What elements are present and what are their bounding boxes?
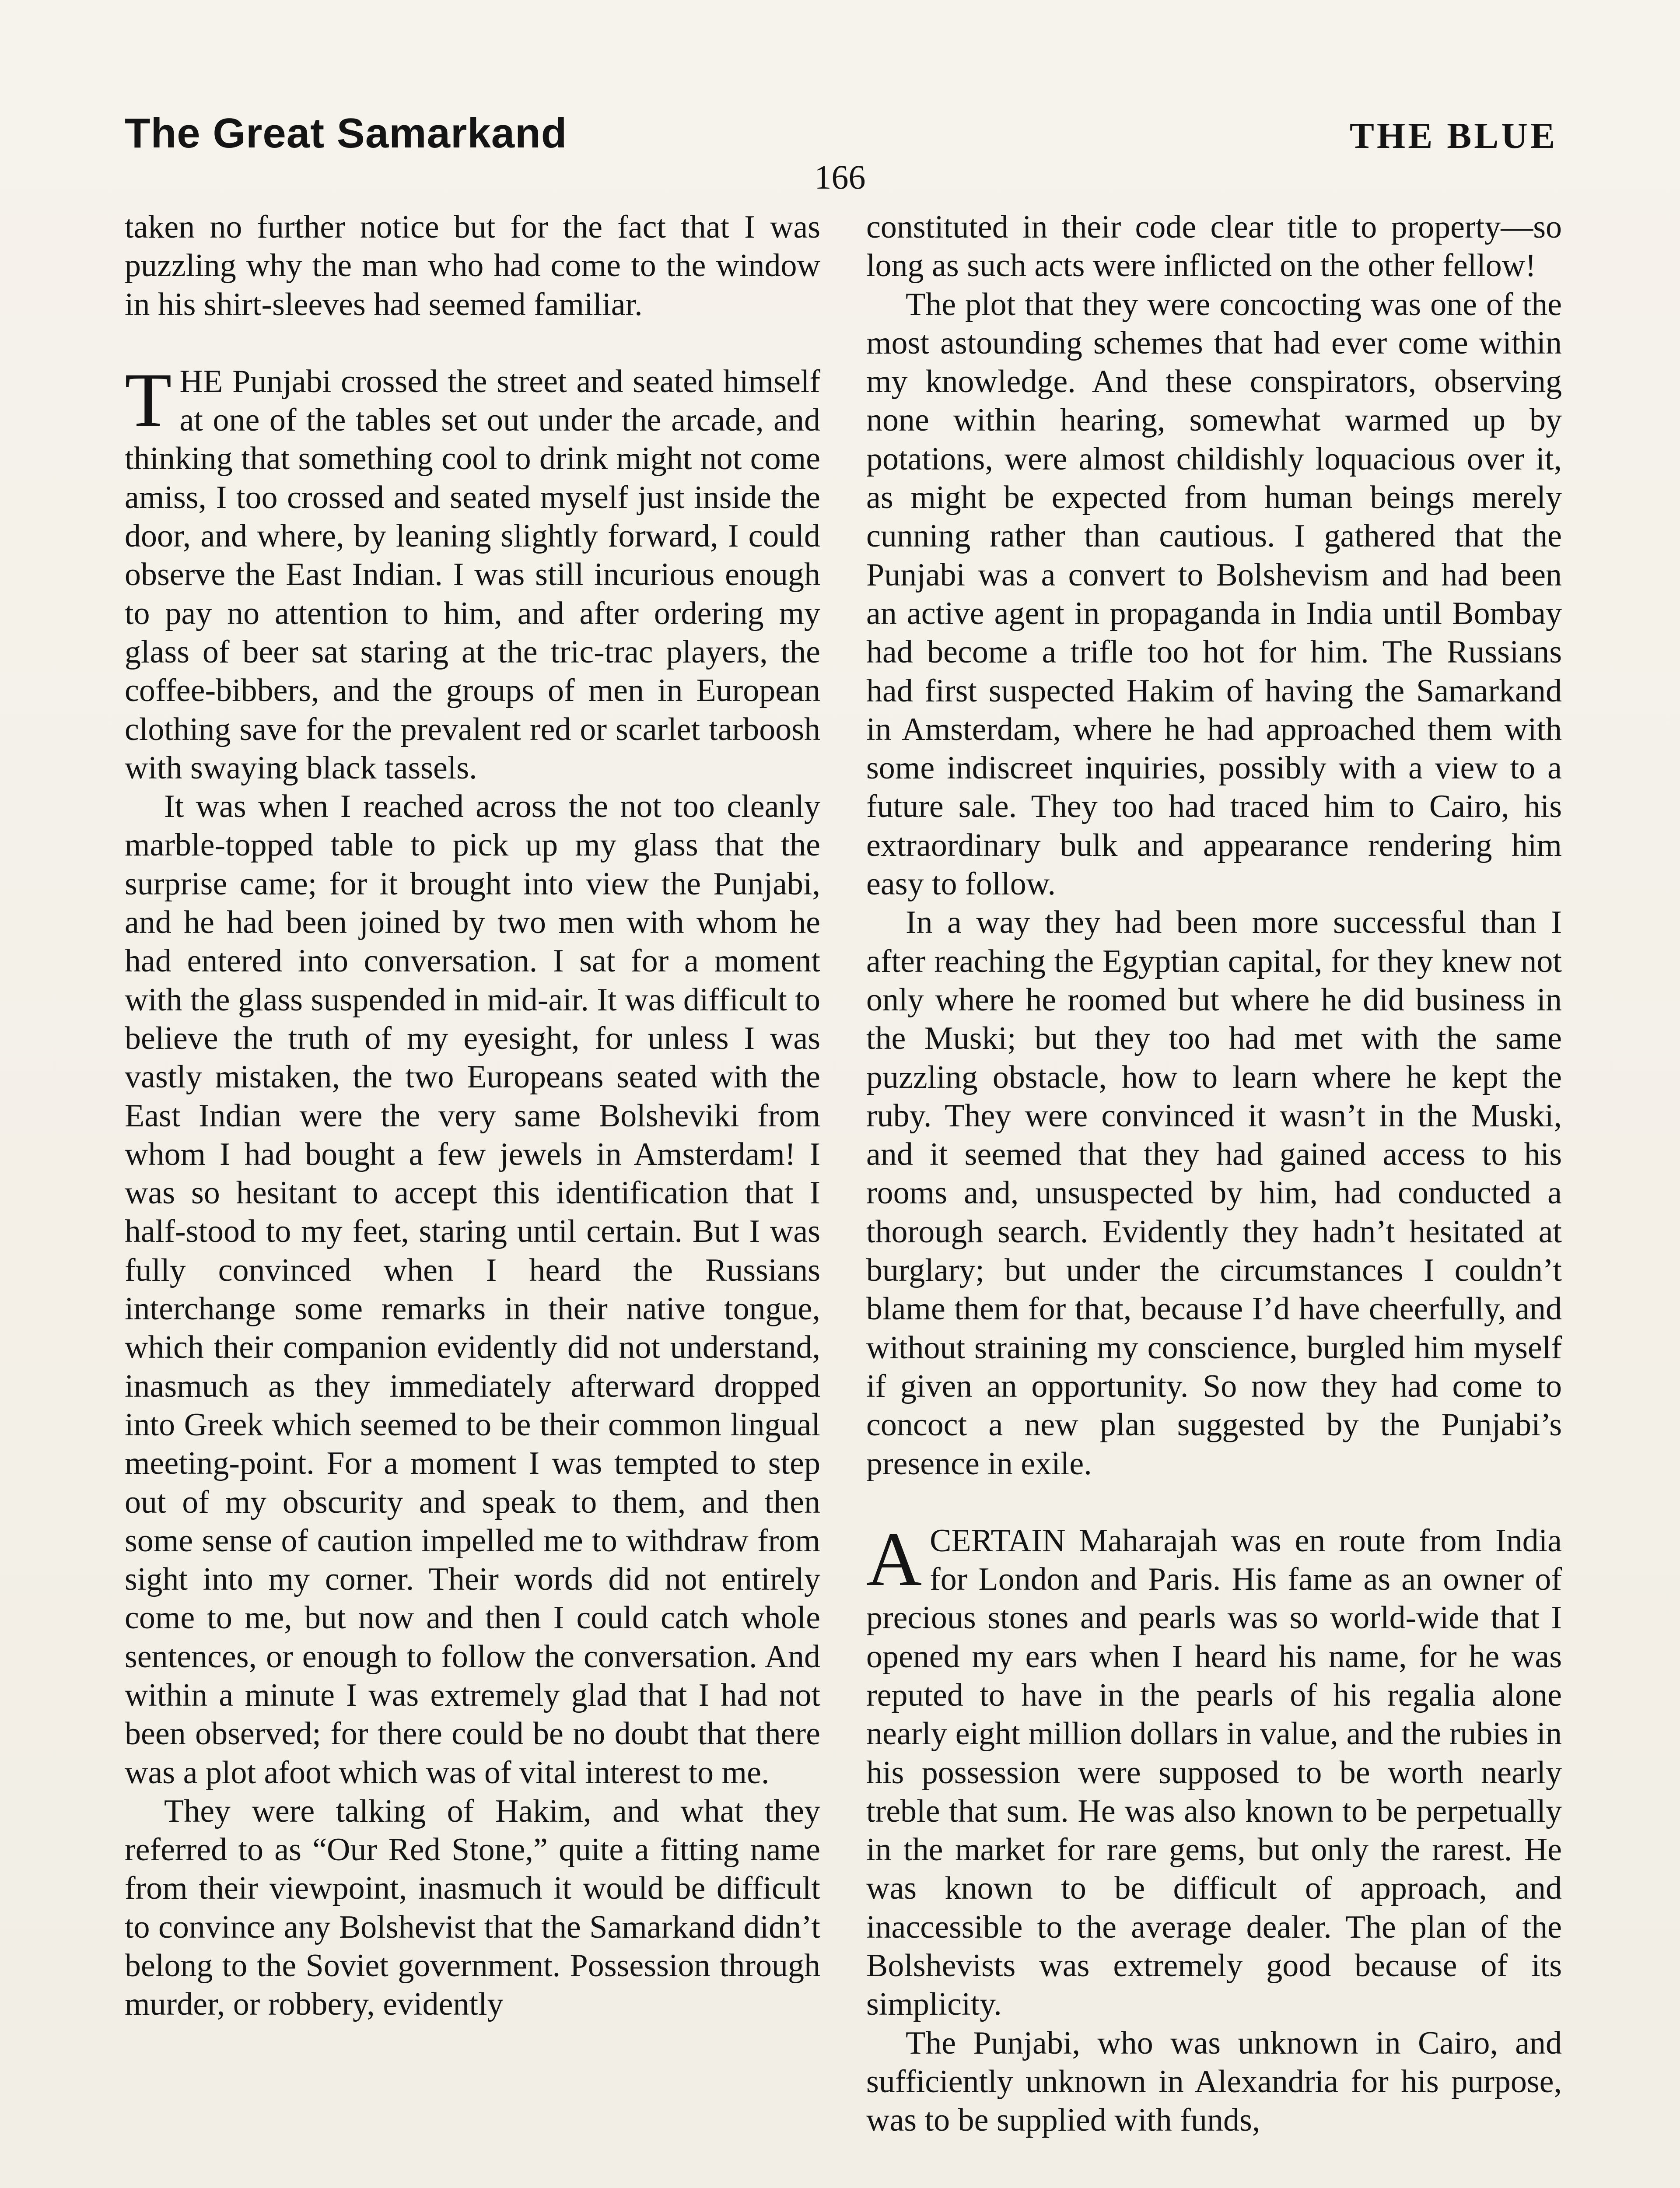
page-number: 166 (814, 158, 866, 196)
paragraph: In a way they had been more successful than I after reaching the Egyptian capital, for they knew not only where he roomed but where he did business in the Muski; but they too had met with the same puzzling obstacle, how to learn where he kept the ruby. They were convinced it wasn’t in the Muski, and it seemed that they had gained access to his rooms and, unsuspected by him, had conducted a thorough search. Evidently they hadn’t hesitated at burglary; but under the circumstances I couldn’t blame them for that, because I’d have cheerfully, and without straining my conscience, burgled him myself if given an opportunity. So now they had come to concoct a new plan suggested by the Punjabi’s presence in exile. (866, 905, 1562, 1482)
paragraph: The plot that they were concocting was one of the most astounding schemes that had ever come within my knowledge. And these conspirators, observing none within hearing, somewhat warmed up by potations, were almost childishly loquacious over it, as might be expected from human beings merely cunning rather than cautious. I gathered that the Punjabi was a convert to Bolshevism and had been an active agent in propaganda in India until Bombay had become a trifle too hot for him. The Russians had first suspected Hakim of having the Samarkand in Amsterdam, where he had approached them with some indiscreet inquiries, possibly with a view to a future sale. They too had traced him to Cairo, his extraordinary bulk and appearance rendering him easy to follow. (866, 286, 1562, 902)
paragraph: The Punjabi, who was unknown in Cairo, and sufficiently unknown in Alexandria for his purpose, was to be supplied with funds, (866, 2025, 1562, 2139)
paragraph-with-dropcap (866, 1516, 1562, 2024)
story-title-header: The Great Samarkand (125, 110, 567, 157)
paragraph: They were talking of Hakim, and what they referred to as “Our Red Stone,” quite a fitting name from their viewpoint, inasmuch it would be difficult to convince any Bolshevist that the Samarkand didn’t belong to the Soviet government. Possession through murder, or robbery, evidently (125, 1793, 820, 2023)
paragraph: taken no further notice but for the fact that I was puzzling why the man who had come to the window in his shirt-sleeves had seemed familiar. (125, 209, 820, 323)
paragraph: constituted in their code clear title to property—so long as such acts were inflicted on the other fellow! (866, 209, 1562, 284)
right-text-column (866, 208, 1562, 2140)
paragraph: It was when I reached across the not too cleanly marble-topped table to pick up my glass that the surprise came; for it brought into view the Punjabi, and he had been joined by two men with whom he had entered into conversation. I sat for a moment with the glass suspended in mid-air. It was difficult to believe the truth of my eyesight, for unless I was vastly mistaken, the two Europeans seated with the East Indian were the very same Bolsheviki from whom I had bought a few jewels in Amsterdam! I was so hesitant to accept this identification that I half-stood to my feet, staring until certain. But I was fully convinced when I heard the Russians interchange some remarks in their native tongue, which their companion evidently did not understand, inasmuch as they immediately afterward dropped into Greek which seemed to be their common lingual meeting-point. For a moment I was tempted to step out of my obscurity and speak to them, and then some sense of caution impelled me to withdraw from sight into my corner. Their words did not entirely come to me, but now and then I could catch whole sentences, or enough to follow the conversation. And within a minute I was extremely glad that I had not been observed; for there could be no doubt that there was a plot afoot which was of vital interest to me. (125, 789, 820, 1791)
paragraph-with-dropcap (125, 357, 820, 787)
paragraph-text: CERTAIN Maharajah was en route from India for London and Paris. His fame as an owner of precious stones and pearls was so world-wide that I opened my ears when I heard his name, for he was reputed to have in the pearls of his regalia alone nearly eight million dollars in value, and the rubies in his possession were supposed to be worth nearly treble that sum. He was also known to be perpetually in the market for rare gems, but only the rarest. He was known to be difficult of approach, and inaccessible to the average dealer. The plan of the Bolshevists was extremely good because of its simplicity. (866, 1522, 1562, 2023)
drop-cap: T (125, 357, 172, 443)
left-text-column (125, 208, 820, 2024)
drop-cap: A (866, 1516, 922, 1602)
paragraph-text: HE Punjabi crossed the street and seated himself at one of the tables set out under the arcade, and thinking that something cool to drink might not come amiss, I too crossed and seated myself just inside the door, and where, by leaning slightly forward, I could observe the East Indian. I was still incurious enough to pay no attention to him, and after ordering my glass of beer sat staring at the tric-trac players, the coffee-bibbers, and the groups of men in European clothing save for the prevalent red or scarlet tarboosh with swaying black tassels. (125, 363, 820, 786)
magazine-title-header: THE BLUE (1349, 116, 1558, 156)
